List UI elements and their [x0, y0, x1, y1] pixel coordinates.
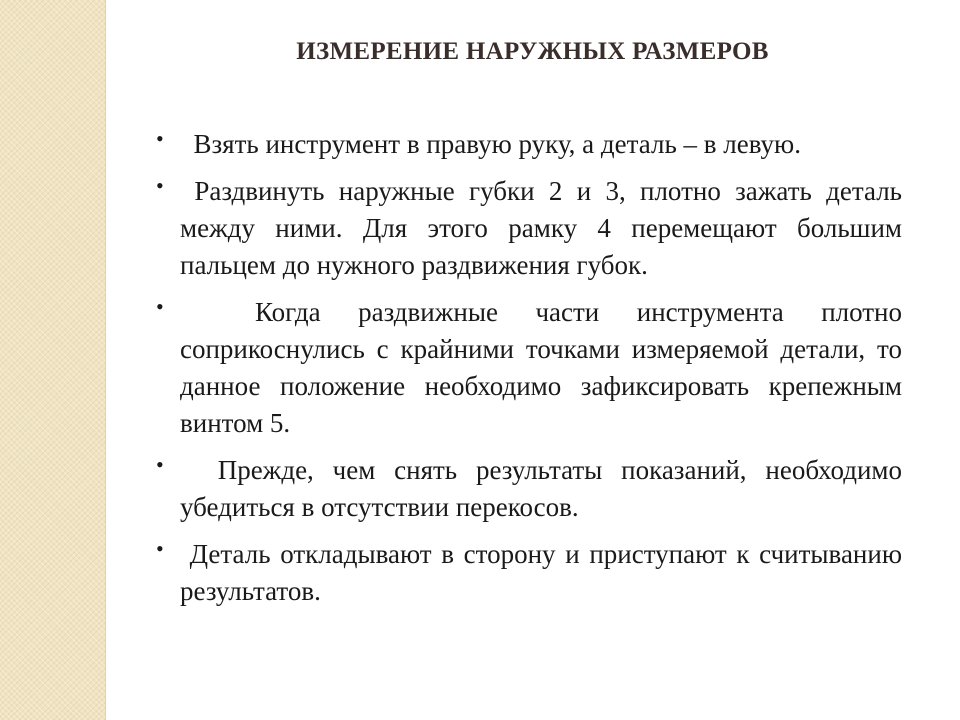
- bullet-text: Раздвинуть наружные губки 2 и 3, плотно зажать деталь между ними. Для этого рамку 4 перемещают большим пальцем до нужного раздвижения губок.: [180, 176, 909, 280]
- bullet-dot-icon: •: [156, 126, 164, 151]
- bullet-dot-icon: •: [156, 452, 164, 477]
- bullet-text: Взять инструмент в правую руку, а деталь – в левую.: [180, 129, 801, 159]
- bullet-item: [150, 126, 902, 163]
- bullet-item: [150, 173, 909, 284]
- slide-title: ИЗМЕРЕНИЕ НАРУЖНЫХ РАЗМЕРОВ: [296, 38, 769, 65]
- bullet-item: [150, 294, 909, 442]
- bullet-dot-icon: •: [156, 294, 164, 319]
- bullet-item: [150, 536, 909, 610]
- bullet-list: [150, 126, 909, 620]
- bullet-text: Деталь откладывают в сторону и приступают к считыванию результатов.: [180, 539, 909, 606]
- bullet-text: Прежде, чем снять результаты показаний, необходимо убедиться в отсутствии перекосов.: [180, 455, 909, 522]
- decorative-side-band: [0, 0, 106, 720]
- bullet-dot-icon: •: [156, 173, 164, 198]
- bullet-item: [150, 452, 909, 526]
- bullet-text: Когда раздвижные части инструмента плотно соприкоснулись с крайними точками измеряемой детали, то данное положение необходимо зафиксировать крепежным винтом 5.: [180, 297, 909, 438]
- bullet-dot-icon: •: [156, 536, 164, 561]
